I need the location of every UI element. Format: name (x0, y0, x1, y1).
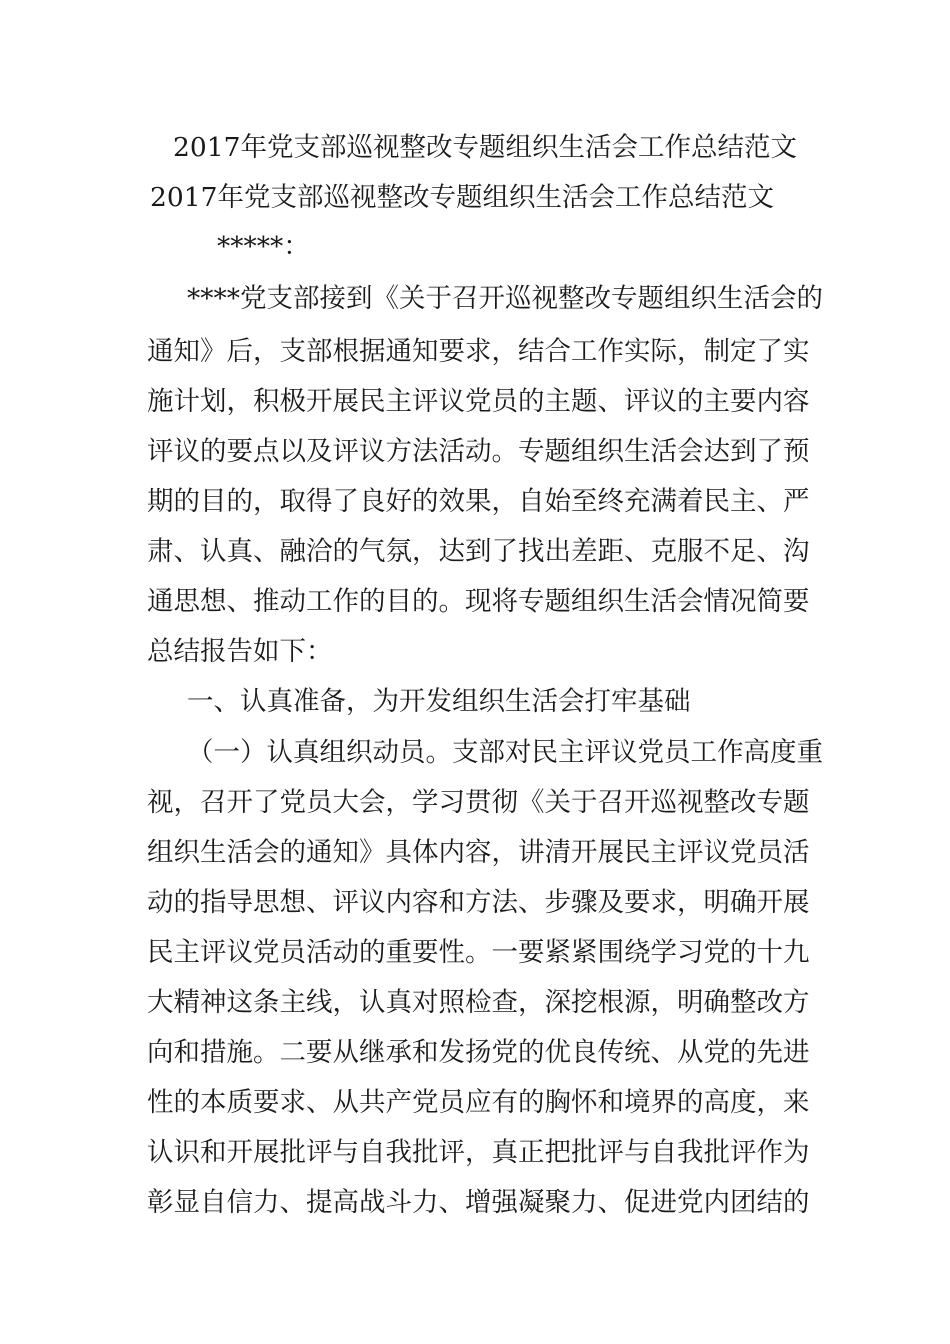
paragraph-line: 彰显自信力、提高战斗力、增强凝聚力、促进党内团结的 (147, 1187, 810, 1218)
paragraph-line: 期的目的，取得了良好的效果，自始至终充满着民主、严 (147, 486, 810, 517)
paragraph-line: 肃、认真、融洽的气氛，达到了找出差距、克服不足、沟 (147, 536, 810, 567)
paragraph-line: 动的指导思想、评议内容和方法、步骤及要求，明确开展 (147, 887, 810, 918)
paragraph-line: 通知》后，支部根据通知要求，结合工作实际，制定了实 (147, 336, 810, 367)
paragraph-line: 民主评议党员活动的重要性。一要紧紧围绕学习党的十九 (147, 937, 810, 968)
document-title-2: 2017年党支部巡视整改专题组织生活会工作总结范文 (150, 182, 774, 213)
paragraph-line: 组织生活会的通知》具体内容，讲清开展民主评议党员活 (147, 837, 810, 868)
paragraph-line: 性的本质要求、从共产党员应有的胸怀和境界的高度，来 (147, 1087, 810, 1118)
paragraph-line: 视，召开了党员大会，学习贯彻《关于召开巡视整改专题 (147, 787, 810, 818)
paragraph-line: 大精神这条主线，认真对照检查，深挖根源，明确整改方 (147, 987, 810, 1018)
paragraph-line: 通思想、推动工作的目的。现将专题组织生活会情况简要 (147, 586, 810, 617)
paragraph-line: ****党支部接到《关于召开巡视整改专题组织生活会的 (187, 283, 823, 314)
paragraph-line: （一）认真组织动员。支部对民主评议党员工作高度重 (187, 737, 823, 768)
section-heading: 一、认真准备，为开发组织生活会打牢基础 (187, 686, 691, 717)
paragraph-line: 向和措施。二要从继承和发扬党的优良传统、从党的先进 (147, 1037, 810, 1068)
paragraph-line: 评议的要点以及评议方法活动。专题组织生活会达到了预 (147, 436, 810, 467)
salutation: *****： (217, 231, 310, 262)
paragraph-line: 总结报告如下： (147, 636, 333, 667)
document-title-1: 2017年党支部巡视整改专题组织生活会工作总结范文 (173, 132, 797, 163)
paragraph-line: 施计划，积极开展民主评议党员的主题、评议的主要内容 (147, 386, 810, 417)
paragraph-line: 认识和开展批评与自我批评，真正把批评与自我批评作为 (147, 1137, 810, 1168)
